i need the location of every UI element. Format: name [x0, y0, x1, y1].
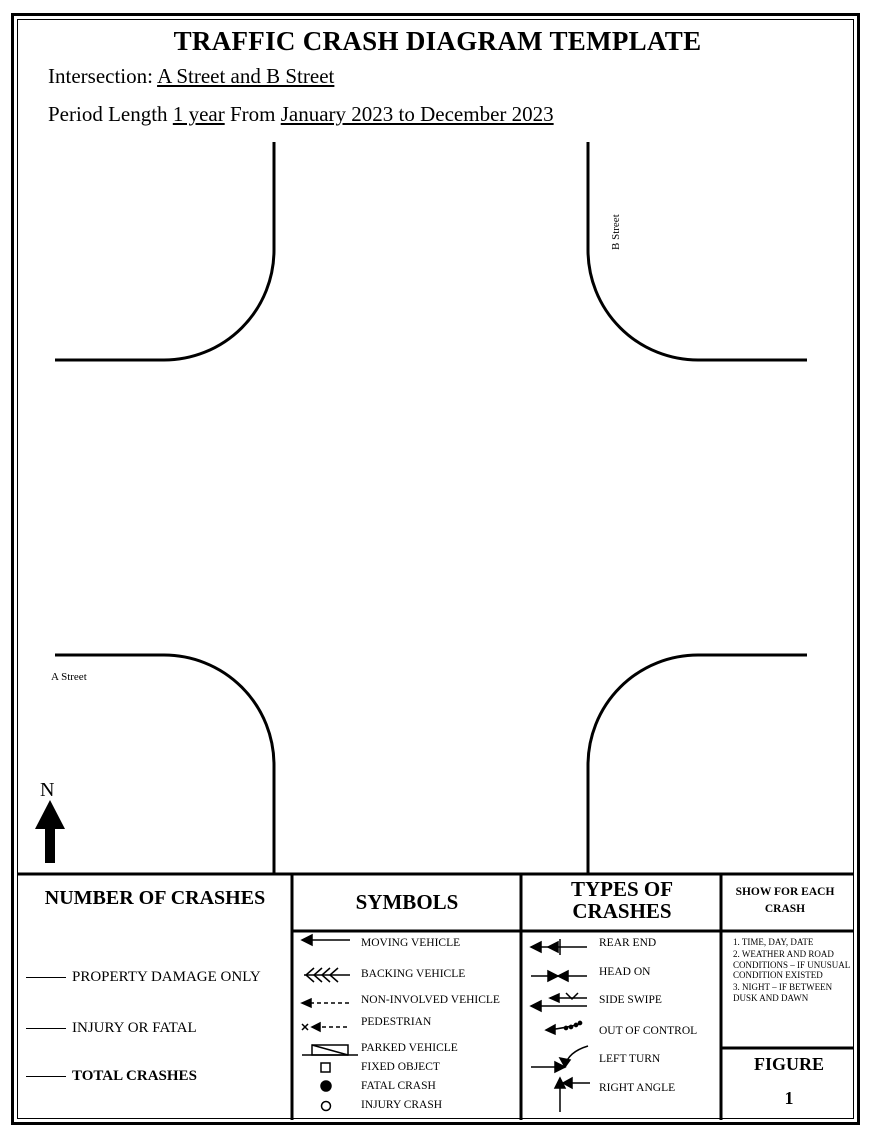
- crash-type-label: SIDE SWIPE: [599, 994, 662, 1006]
- period-label: Period Length: [48, 102, 173, 126]
- show-item: 1. TIME, DAY, DATE: [733, 937, 814, 947]
- period-range: January 2023 to December 2023: [280, 102, 554, 126]
- crash-row-label: INJURY OR FATAL: [72, 1020, 197, 1036]
- crash-type-label: REAR END: [599, 937, 657, 949]
- head-on-icon: [531, 971, 587, 981]
- rear-end-icon: [531, 939, 587, 955]
- symbol-label: MOVING VEHICLE: [361, 937, 461, 949]
- period-length: 1 year: [172, 102, 225, 126]
- street-b-label: B Street: [610, 214, 622, 250]
- symbol-label: BACKING VEHICLE: [361, 968, 466, 980]
- crash-row-label: TOTAL CRASHES: [72, 1068, 197, 1084]
- crash-type-label: LEFT TURN: [599, 1053, 661, 1065]
- street-a-label: A Street: [51, 671, 87, 683]
- crash-type-label: RIGHT ANGLE: [599, 1082, 676, 1094]
- show-item: 2. WEATHER AND ROAD CONDITIONS – IF UNUSUAL CONDITION EXISTED: [733, 949, 850, 981]
- types-of-crashes-heading: TYPES OF CRASHES: [570, 877, 674, 924]
- left-turn-icon: [531, 1046, 588, 1072]
- crash-type-label: HEAD ON: [599, 966, 651, 978]
- symbol-label: INJURY CRASH: [361, 1099, 443, 1111]
- north-label: N: [40, 779, 55, 801]
- intersection-value: A Street and B Street: [157, 64, 335, 88]
- from-label: From: [224, 102, 281, 126]
- page-title: TRAFFIC CRASH DIAGRAM TEMPLATE: [173, 26, 702, 56]
- right-angle-icon: [555, 1078, 590, 1112]
- symbol-label: FIXED OBJECT: [361, 1061, 440, 1073]
- symbol-label: NON-INVOLVED VEHICLE: [361, 994, 500, 1006]
- show-item: 3. NIGHT – IF BETWEEN DUSK AND DAWN: [733, 982, 833, 1003]
- side-swipe-icon: [531, 993, 587, 1011]
- figure-number: 1: [784, 1088, 794, 1108]
- symbol-label: FATAL CRASH: [361, 1080, 436, 1092]
- crash-type-label: OUT OF CONTROL: [599, 1025, 698, 1037]
- symbols-heading: SYMBOLS: [355, 890, 459, 914]
- intersection-label: Intersection:: [48, 64, 158, 88]
- number-of-crashes-heading: NUMBER OF CRASHES: [44, 887, 266, 909]
- crash-row-label: PROPERTY DAMAGE ONLY: [72, 969, 261, 985]
- show-for-each-crash-list: [733, 937, 853, 1005]
- show-for-each-crash-heading: SHOW FOR EACH CRASH: [735, 886, 835, 916]
- figure-label: FIGURE: [753, 1054, 824, 1074]
- symbol-label: PARKED VEHICLE: [361, 1042, 458, 1054]
- out-of-control-icon: [546, 1021, 582, 1034]
- symbol-label: PEDESTRIAN: [361, 1016, 432, 1028]
